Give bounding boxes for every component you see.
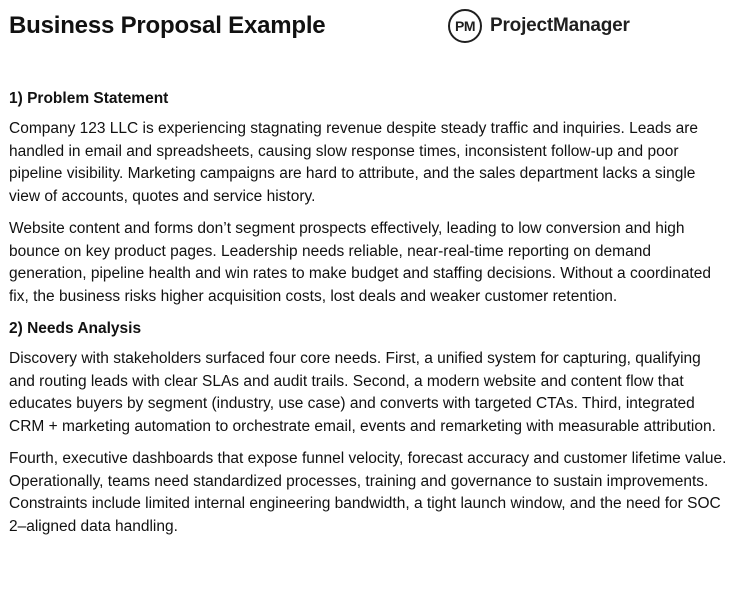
brand-mark-icon: PM (448, 9, 482, 43)
document-title: Business Proposal Example (9, 12, 326, 39)
paragraph: Fourth, executive dashboards that expose funnel velocity, forecast accuracy and customer lifetime value. Operationally, teams need standardized processes, training and governance to sustain improvements. Constraints include limited internal engineering bandwidth, a tight launch window, and the need for SOC 2–aligned data handling. (9, 450, 727, 535)
section-problem-statement (9, 88, 727, 308)
page-header (0, 0, 734, 60)
brand-name: ProjectManager (490, 15, 630, 36)
document-body (9, 88, 727, 548)
section-needs-analysis (9, 318, 727, 538)
paragraph: Company 123 LLC is experiencing stagnating revenue despite steady traffic and inquiries. Leads are handled in email and spreadsheets, causing slow response times, inconsistent follow-up and poor pipeline visibility. Marketing campaigns are hard to attribute, and the sales department lacks a single view of accounts, quotes and service history. (9, 120, 699, 205)
brand-logo (448, 6, 630, 46)
paragraph: Discovery with stakeholders surfaced four core needs. First, a unified system for capturing, qualifying and routing leads with clear SLAs and audit trails. Second, a modern website and content flow that educates buyers by segment (industry, use case) and converts with targeted CTAs. Third, integrated CRM + marketing automation to orchestrate email, events and remarketing with measurable attribution. (9, 350, 716, 435)
section-heading: 1) Problem Statement (9, 90, 169, 107)
section-heading: 2) Needs Analysis (9, 320, 142, 337)
paragraph: Website content and forms don’t segment prospects effectively, leading to low conversion and high bounce on key product pages. Leadership needs reliable, near-real-time reporting on demand generation, pipeline health and win rates to make budget and staffing decisions. Without a coordinated fix, the business risks higher acquisition costs, lost deals and weaker customer retention. (9, 220, 711, 305)
